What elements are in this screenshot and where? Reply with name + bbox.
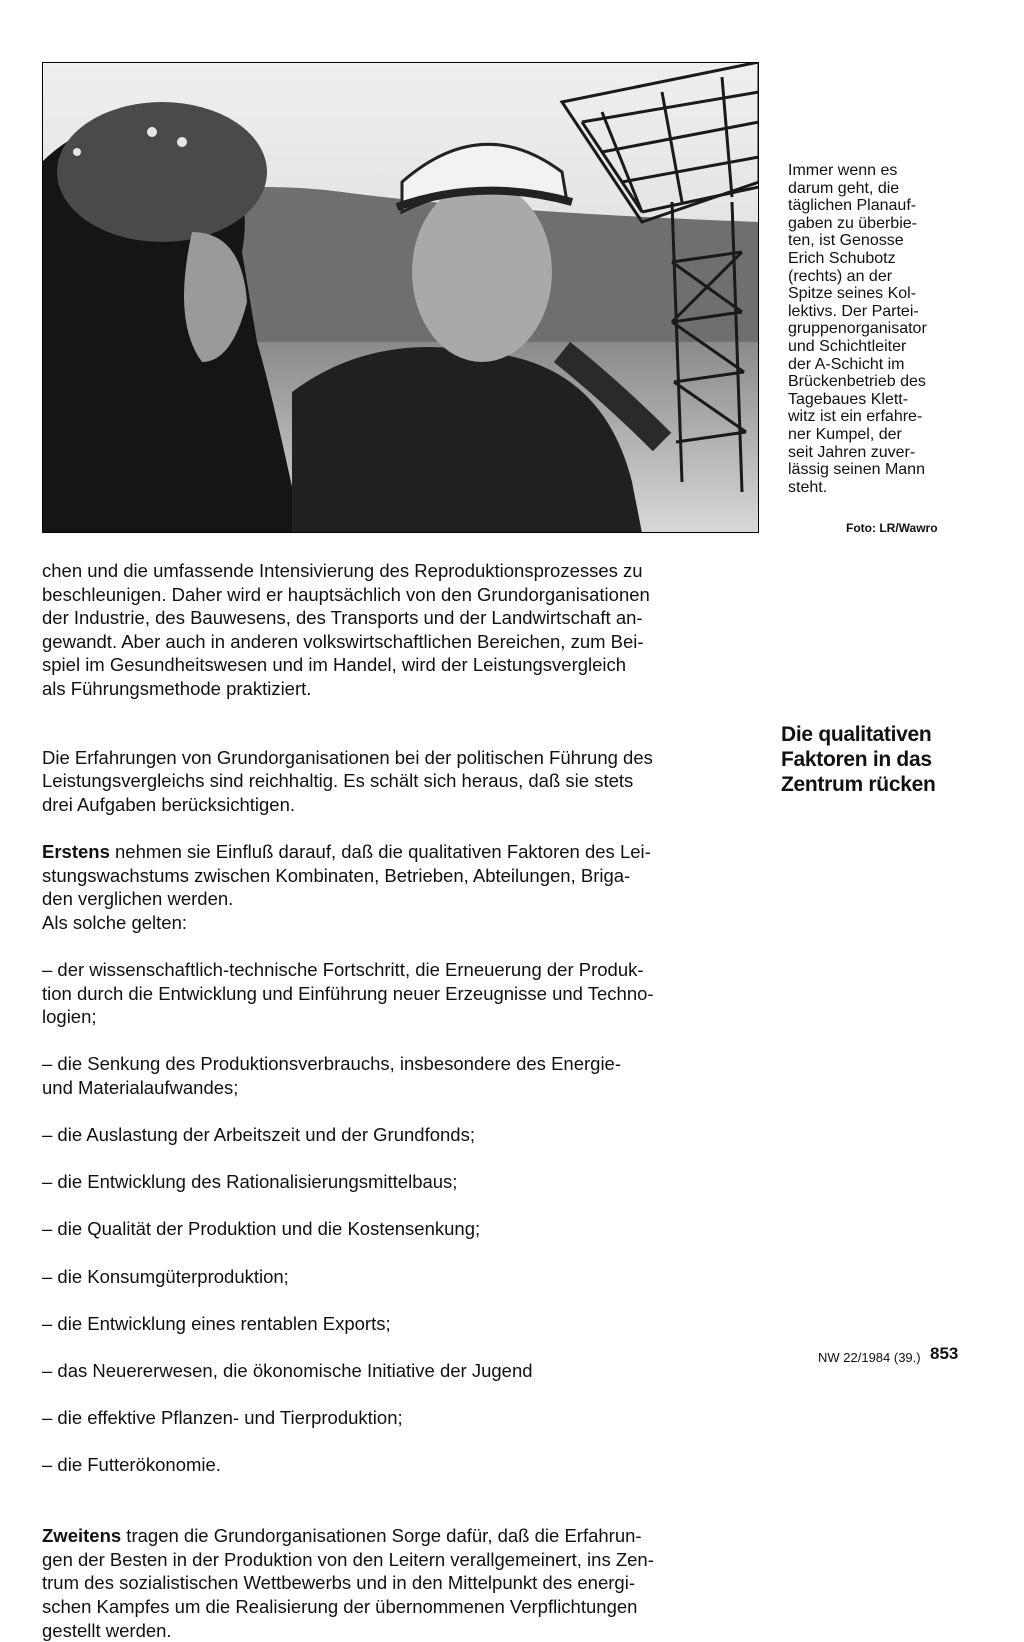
list-item: – der wissenschaftlich-technische Fortschritt, die Erneuerung der Produk- tion durch die Entwicklung und Einführung neuer Erzeugnisse und Techno- logien; <box>42 958 654 1028</box>
second-text: tragen die Grundorganisationen Sorge dafür, daß die Erfahrun- gen der Besten in der Produktion von den Leitern verallgemeinert, ins Zen- trum des sozialistischen Wettbewerbs und in den Mittelpunkt des energi- schen Kampfes um die Realisierung der übernommenen Verpflichtungen gestellt werden. <box>42 1525 654 1641</box>
list-item: – die Entwicklung eines rentablen Exports; <box>42 1312 391 1334</box>
photo-caption: Immer wenn es darum geht, die täglichen Planauf- gaben zu überbie- ten, ist Genosse Erich Schubotz (rechts) an der Spitze seines Kol- lektivs. Der Partei- gruppenorganisator und Schichtleiter der A-Schicht im Brückenbetrieb des Tagebaues Klett- witz ist ein erfahre- ner Kumpel, der seit Jahren zuver- lässig seinen Mann steht. <box>788 162 927 496</box>
list-item: – die Futterökonomie. <box>42 1454 221 1476</box>
paragraph-2 <box>42 722 772 1642</box>
issue-label: NW 22/1984 (39.) <box>818 1350 921 1365</box>
photo <box>42 62 759 533</box>
list-item: – die Qualität der Produktion und die Kostensenkung; <box>42 1218 481 1240</box>
list-item: – das Neuererwesen, die ökonomische Initiative der Jugend <box>42 1360 533 1382</box>
list-item: – die effektive Pflanzen- und Tierproduktion; <box>42 1407 403 1429</box>
intro-text: Die Erfahrungen von Grundorganisationen bei der politischen Führung des Leistungsvergleichs sind reichhaltig. Es schält sich heraus, daß sie stets drei Aufgaben berücksichtigen. <box>42 746 653 815</box>
list-item: – die Senkung des Produktionsverbrauchs, insbesondere des Energie- und Materialaufwandes; <box>42 1053 622 1098</box>
list-item: – die Auslastung der Arbeitszeit und der Grundfonds; <box>42 1124 475 1146</box>
list-item: – die Konsumgüterproduktion; <box>42 1265 289 1287</box>
page-number: 853 <box>930 1344 959 1363</box>
first-lead: Erstens <box>42 840 110 862</box>
side-heading: Die qualitativen Faktoren in das Zentrum rücken <box>781 723 936 796</box>
factor-list <box>42 934 772 1500</box>
first-text: nehmen sie Einfluß darauf, daß die qualitativen Faktoren des Lei- stungswachstums zwischen Kombinaten, Betrieben, Abteilungen, Briga- den verglichen werden. Als solche gelten: <box>42 840 651 933</box>
paragraph-1: chen und die umfassende Intensivierung des Reproduktionsprozesses zu beschleunigen. Daher wird er hauptsächlich von den Grundorganisationen der Industrie, des Bauwesens, des Transports und der Landwirtschaft an- gewandt. Aber auch in anderen volkswirtschaftlichen Bereichen, zum Bei- spiel im Gesundheitswesen und im Handel, wird der Leistungsvergleich als Führungsmethode praktiziert. <box>42 560 650 699</box>
photo-credit: Foto: LR/Wawro <box>846 521 938 535</box>
list-item: – die Entwicklung des Rationalisierungsmittelbaus; <box>42 1171 458 1193</box>
photo-miners-icon <box>42 62 759 533</box>
second-lead: Zweitens <box>42 1525 122 1547</box>
